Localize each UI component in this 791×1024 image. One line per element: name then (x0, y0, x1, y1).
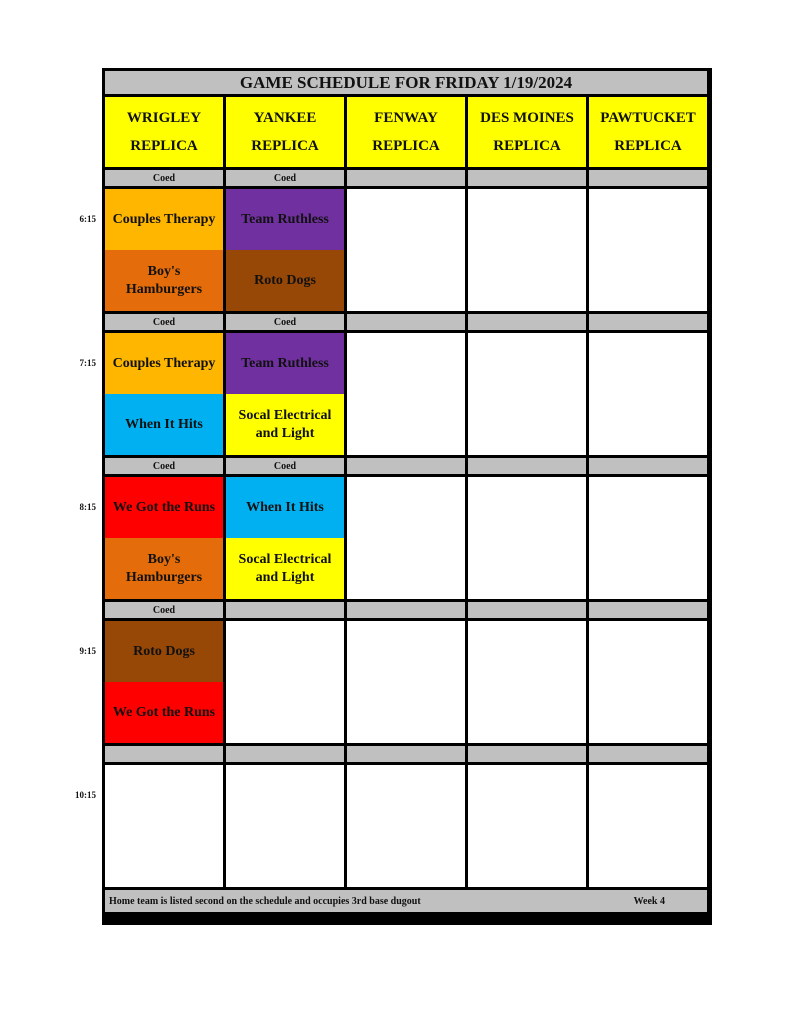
away-team: Couples Therapy (105, 333, 223, 394)
division-label (589, 170, 707, 186)
time-slot-label: 6:15 (79, 213, 96, 224)
away-team: Couples Therapy (105, 189, 223, 250)
away-team: Roto Dogs (105, 621, 223, 682)
field-subtitle: REPLICA (372, 138, 440, 154)
division-label (468, 458, 586, 474)
empty-slot (468, 477, 586, 599)
footer-bar (105, 890, 707, 912)
division-label (226, 746, 344, 762)
division-label (589, 458, 707, 474)
empty-slot (347, 765, 465, 887)
field-subtitle: REPLICA (493, 138, 561, 154)
schedule-table (102, 68, 712, 925)
field-subtitle: REPLICA (130, 138, 198, 154)
division-label (347, 746, 465, 762)
empty-slot (589, 765, 707, 887)
time-slot-label: 9:15 (79, 645, 96, 656)
field-header (347, 97, 465, 167)
division-label (105, 746, 223, 762)
home-team: We Got the Runs (105, 682, 223, 743)
field-subtitle: REPLICA (614, 138, 682, 154)
home-team: Boy's Hamburgers (105, 250, 223, 311)
field-header (226, 97, 344, 167)
division-label: Coed (105, 170, 223, 186)
division-label (468, 746, 586, 762)
home-team: Socal Electrical and Light (226, 394, 344, 455)
home-team: Socal Electrical and Light (226, 538, 344, 599)
field-name: WRIGLEY (126, 110, 202, 126)
division-label (468, 314, 586, 330)
empty-slot (468, 765, 586, 887)
empty-slot (589, 333, 707, 455)
empty-slot (226, 621, 344, 743)
empty-slot (347, 477, 465, 599)
division-label (589, 602, 707, 618)
division-label (589, 746, 707, 762)
division-label: Coed (105, 458, 223, 474)
empty-slot (468, 189, 586, 311)
empty-slot (589, 189, 707, 311)
field-header (468, 97, 586, 167)
division-label (468, 170, 586, 186)
division-label: Coed (105, 602, 223, 618)
time-slot-label: 10:15 (75, 789, 96, 800)
field-name: DES MOINES (480, 110, 574, 126)
division-label (347, 458, 465, 474)
field-name: FENWAY (374, 110, 438, 126)
division-label (347, 170, 465, 186)
empty-slot (347, 333, 465, 455)
week-label: Week 4 (633, 895, 665, 907)
field-name: YANKEE (253, 110, 317, 126)
division-label (468, 602, 586, 618)
home-team-note: Home team is listed second on the schedule and occupies 3rd base dugout (109, 895, 421, 907)
empty-slot (347, 621, 465, 743)
field-header (589, 97, 707, 167)
time-slot-label: 7:15 (79, 357, 96, 368)
time-slot-label: 8:15 (79, 501, 96, 512)
empty-slot (589, 621, 707, 743)
empty-slot (226, 765, 344, 887)
away-team: When It Hits (226, 477, 344, 538)
empty-slot (468, 621, 586, 743)
away-team: Team Ruthless (226, 333, 344, 394)
home-team: When It Hits (105, 394, 223, 455)
division-label: Coed (226, 170, 344, 186)
empty-slot (468, 333, 586, 455)
division-label (589, 314, 707, 330)
division-label: Coed (226, 314, 344, 330)
empty-slot (347, 189, 465, 311)
division-label: Coed (105, 314, 223, 330)
away-team: Team Ruthless (226, 189, 344, 250)
page-title: GAME SCHEDULE FOR FRIDAY 1/19/2024 (105, 71, 707, 94)
division-label (347, 314, 465, 330)
field-header (105, 97, 223, 167)
home-team: Boy's Hamburgers (105, 538, 223, 599)
empty-slot (589, 477, 707, 599)
field-subtitle: REPLICA (251, 138, 319, 154)
field-name: PAWTUCKET (600, 110, 696, 126)
division-label (347, 602, 465, 618)
away-team: We Got the Runs (105, 477, 223, 538)
home-team: Roto Dogs (226, 250, 344, 311)
empty-slot (105, 765, 223, 887)
division-label (226, 602, 344, 618)
division-label: Coed (226, 458, 344, 474)
